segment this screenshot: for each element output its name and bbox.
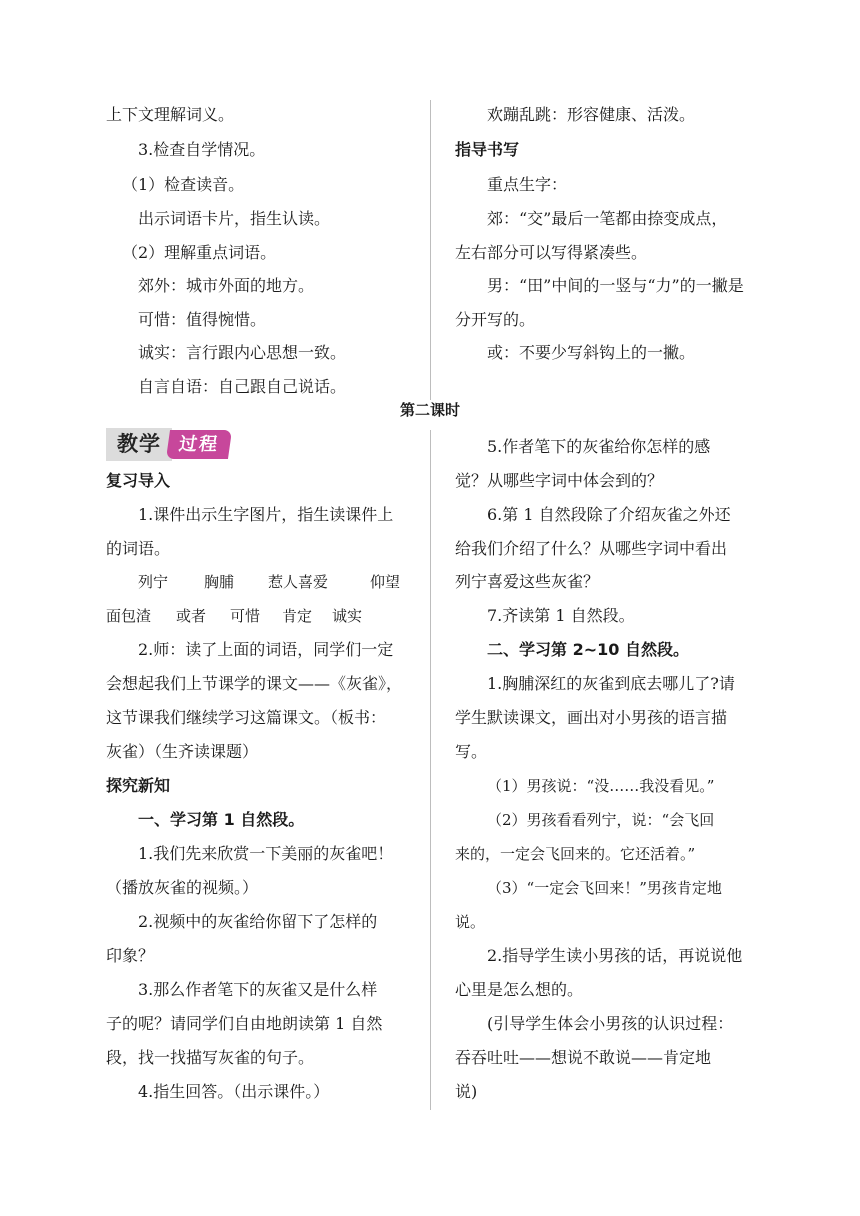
text-line: 6.第 1 自然段除了介绍灰雀之外还 bbox=[487, 505, 731, 524]
text-line: 的词语。 bbox=[106, 539, 171, 558]
text-line: 段，找一找描写灰雀的句子。 bbox=[106, 1048, 315, 1067]
word-item: 仰望 bbox=[370, 573, 401, 591]
text-line: 诚实：言行跟内心思想一致。 bbox=[138, 343, 347, 362]
quote-line: （1）男孩说：“没……我没看见。” bbox=[487, 777, 715, 795]
text-line: 2.师：读了上面的词语，同学们一定 bbox=[138, 640, 394, 659]
badge-right-label: 过程 bbox=[166, 430, 232, 459]
word-item: 或者 bbox=[176, 607, 207, 625]
text-line: （2）理解重点词语。 bbox=[122, 243, 277, 262]
text-line: 5.作者笔下的灰雀给你怎样的感 bbox=[487, 437, 711, 456]
subheading: 一、学习第 1 自然段。 bbox=[138, 810, 305, 829]
text-line: 给我们介绍了什么？从哪些字词中看出 bbox=[455, 539, 728, 558]
text-line: （1）检查读音。 bbox=[122, 175, 245, 194]
text-line: 列宁喜爱这些灰雀？ bbox=[455, 572, 600, 591]
text-line: 子的呢？请同学们自由地朗读第 1 自然 bbox=[106, 1014, 383, 1033]
text-line: 男：“田”中间的一竖与“力”的一撇是 bbox=[487, 276, 744, 295]
text-line: 4.指生回答。（出示课件。） bbox=[138, 1082, 330, 1101]
text-line: 分开写的。 bbox=[455, 310, 536, 329]
text-line: 1.课件出示生字图片，指生读课件上 bbox=[138, 505, 394, 524]
subheading: 复习导入 bbox=[106, 471, 171, 490]
text-line: 学生默读课文，画出对小男孩的语言描 bbox=[455, 708, 728, 727]
badge-left-label: 教学 bbox=[106, 428, 172, 461]
text-line: 或：不要少写斜钩上的一撇。 bbox=[487, 343, 696, 362]
text-line: 左右部分可以写得紧凑些。 bbox=[455, 243, 648, 262]
word-item: 面包渣 bbox=[106, 607, 152, 625]
teaching-process-badge bbox=[106, 428, 230, 461]
subheading: 探究新知 bbox=[106, 776, 171, 795]
text-line: 欢蹦乱跳：形容健康、活泼。 bbox=[487, 105, 696, 124]
text-line: 2.指导学生读小男孩的话，再说说他 bbox=[487, 946, 743, 965]
text-line: 郊外：城市外面的地方。 bbox=[138, 276, 315, 295]
word-item: 列宁 bbox=[138, 573, 169, 591]
text-line: 1.我们先来欣赏一下美丽的灰雀吧！ bbox=[138, 844, 394, 863]
text-line: 印象？ bbox=[106, 946, 155, 965]
text-line: 自言自语：自己跟自己说话。 bbox=[138, 377, 347, 396]
text-line: 2.视频中的灰雀给你留下了怎样的 bbox=[138, 912, 378, 931]
subheading: 指导书写 bbox=[455, 140, 520, 159]
text-line: 心里是怎么想的。 bbox=[455, 980, 584, 999]
quote-line: （2）男孩看看列宁，说：“会飞回 bbox=[487, 811, 715, 829]
text-line: 3.检查自学情况。 bbox=[138, 140, 266, 159]
text-line: 吞吞吐吐——想说不敢说——肯定地 bbox=[455, 1048, 712, 1067]
text-line: 1.胸脯深红的灰雀到底去哪儿了?请 bbox=[487, 674, 735, 693]
text-line: （播放灰雀的视频。） bbox=[106, 878, 259, 897]
text-line: 郊：“交”最后一笔都由捺变成点， bbox=[487, 209, 728, 228]
section-title: 第二课时 bbox=[399, 401, 460, 419]
text-line: 写。 bbox=[455, 742, 488, 761]
text-line: 觉？从哪些字词中体会到的？ bbox=[455, 471, 664, 490]
text-line: 可惜：值得惋惜。 bbox=[138, 310, 267, 329]
text-line: 3.那么作者笔下的灰雀又是什么样 bbox=[138, 980, 378, 999]
text-line: (引导学生体会小男孩的认识过程： bbox=[487, 1014, 734, 1033]
word-item: 胸脯 bbox=[204, 573, 235, 591]
text-line: 灰雀）（生齐读课题） bbox=[106, 742, 259, 761]
subheading: 二、学习第 2~10 自然段。 bbox=[487, 640, 689, 659]
word-item: 诚实 bbox=[332, 607, 363, 625]
column-divider bbox=[430, 430, 431, 1110]
word-item: 肯定 bbox=[282, 607, 313, 625]
text-line: 会想起我们上节课学的课文——《灰雀》， bbox=[106, 674, 403, 693]
text-line: 这节课我们继续学习这篇课文。（板书： bbox=[106, 708, 387, 727]
column-divider bbox=[430, 100, 431, 400]
quote-line: 说。 bbox=[455, 913, 486, 931]
quote-line: 来的，一定会飞回来的。它还活着。” bbox=[455, 845, 696, 863]
text-line: 7.齐读第 1 自然段。 bbox=[487, 606, 635, 625]
text-line: 说) bbox=[455, 1082, 478, 1101]
quote-line: （3）“一定会飞回来！”男孩肯定地 bbox=[487, 879, 722, 897]
text-line: 上下文理解词义。 bbox=[106, 105, 235, 124]
word-item: 可惜 bbox=[230, 607, 261, 625]
text-line: 出示词语卡片，指生认读。 bbox=[138, 209, 331, 228]
text-line: 重点生字： bbox=[487, 175, 568, 194]
word-item: 惹人喜爱 bbox=[268, 573, 329, 591]
